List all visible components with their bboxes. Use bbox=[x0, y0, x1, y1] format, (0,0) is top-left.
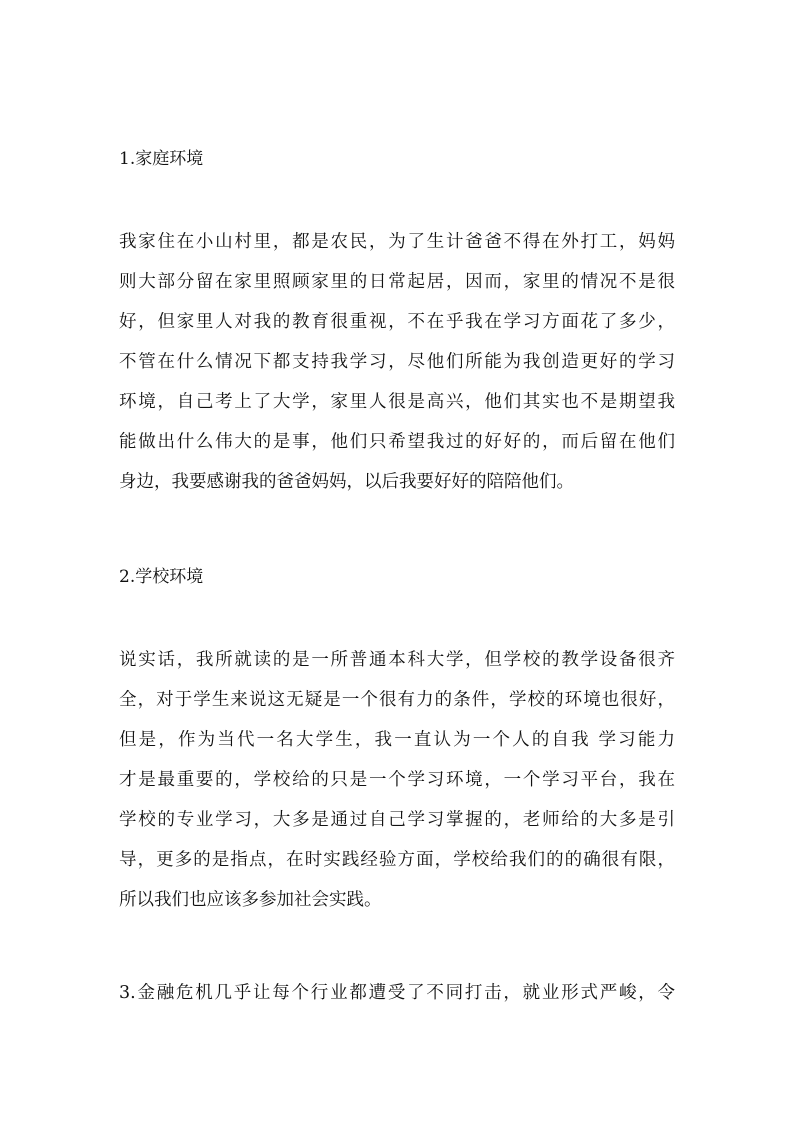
text-line: 环境，自己考上了大学，家里人很是高兴，他们其实也不是期望我 bbox=[119, 392, 675, 412]
text-line: 则大部分留在家里照顾家里的日常起居，因而，家里的情况不是很 bbox=[119, 272, 675, 292]
text-line: 学校的专业学习，大多是通过自己学习掌握的，老师给的大多是引 bbox=[119, 810, 675, 830]
text-line: 说实话，我所就读的是一所普通本科大学，但学校的教学设备很齐 bbox=[119, 650, 675, 670]
paragraph-financial-crisis bbox=[119, 973, 675, 1013]
paragraph-family-environment bbox=[119, 222, 675, 502]
text-line: 能做出什么伟大的是事，他们只希望我过的好好的，而后留在他们 bbox=[119, 432, 675, 452]
text-line: 不管在什么情况下都支持我学习，尽他们所能为我创造更好的学习 bbox=[119, 352, 675, 372]
text-line: 但是，作为当代一名大学生，我一直认为一个人的自我 学习能力 bbox=[119, 730, 675, 750]
text-line: 所以我们也应该多参加社会实践。 bbox=[119, 890, 382, 910]
text-line: 身边，我要感谢我的爸爸妈妈，以后我要好好的陪陪他们。 bbox=[119, 472, 574, 492]
text-line: 导，更多的是指点，在时实践经验方面，学校给我们的的确很有限， bbox=[119, 850, 675, 870]
text-line: 才是最重要的，学校给的只是一个学习环境，一个学习平台，我在 bbox=[119, 770, 675, 790]
section-heading-school-environment: 2.学校环境 bbox=[119, 567, 204, 587]
text-line: 好，但家里人对我的教育很重视，不在乎我在学习方面花了多少， bbox=[119, 312, 675, 332]
section-heading-family-environment: 1.家庭环境 bbox=[119, 149, 204, 169]
text-line: 我家住在小山村里，都是农民，为了生计爸爸不得在外打工，妈妈 bbox=[119, 232, 675, 252]
text-line: 全，对于学生来说这无疑是一个很有力的条件，学校的环境也很好， bbox=[119, 690, 675, 710]
paragraph-school-environment bbox=[119, 640, 675, 920]
text-line: 3.金融危机几乎让每个行业都遭受了不同打击，就业形式严峻，令 bbox=[119, 983, 675, 1003]
